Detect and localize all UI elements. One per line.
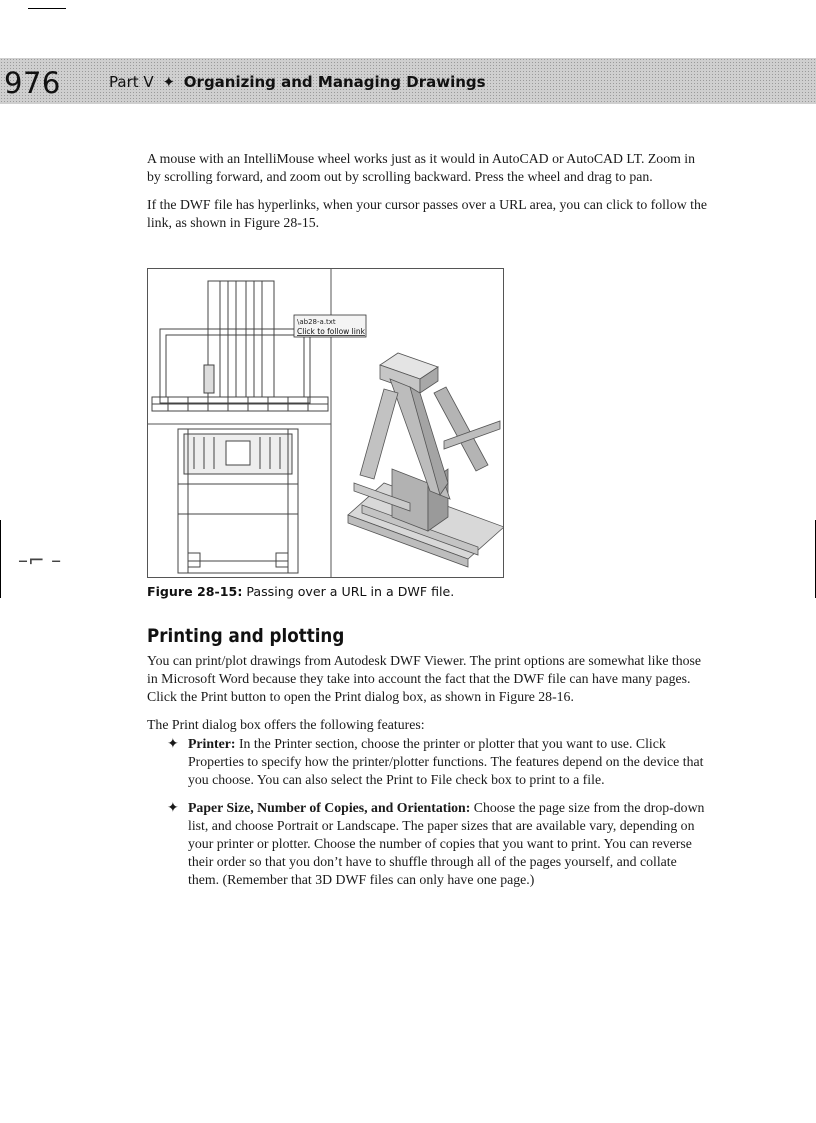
feature-list [167,735,707,889]
paragraph-mouse-wheel: A mouse with an IntelliMouse wheel works just as it would in AutoCAD or AutoCAD LT. Zoom in by scrolling forward, and zoom out by scrolling backward. Press the wheel and drag to pan. [147,151,696,184]
caption-text: Passing over a URL in a DWF file. [246,584,455,599]
list-item-text: In the Printer section, choose the printer or plotter that you want to use. Click Properties to specify how the printer/plotter functions. The features depend on the device that you choose. You can also select the Print to File check box to print to a file. [188,736,704,787]
registration-mark: –⌐ – [18,548,62,572]
figure-caption [147,584,454,599]
printing-text [147,652,707,744]
figure-dwf-viewer [147,268,504,578]
figure-drawing [148,269,503,577]
list-item [167,735,707,789]
diamond-bullet-icon: ✦ [167,800,179,815]
diamond-icon: ✦ [162,73,176,91]
crop-mark-left [0,520,1,598]
front-elevation-view [152,281,328,411]
list-item [167,799,707,889]
caption-label: Figure 28-15: [147,584,243,599]
paragraph-features-intro: The Print dialog box offers the following features: [147,717,425,732]
diamond-bullet-icon: ✦ [167,736,179,751]
isometric-3d-view [348,353,503,567]
tooltip-link-text: Click to follow link [297,327,365,336]
list-item-term: Printer: [188,736,236,751]
part-label: Part V [109,73,154,91]
plan-view [178,429,298,573]
paragraph-hyperlinks: If the DWF file has hyperlinks, when your cursor passes over a URL area, you can click to follow the link, as shown in Figure 28-15. [147,197,708,230]
list-item-text: Choose the page size from the drop-down list, and choose Portrait or Landscape. The paper sizes that are available vary, depending on your printer or plotter. Choose the number of copies that you want to print. You can reverse their order so that you don’t have to shuffle through all of the pages yourself, and collate them. (Remember that 3D DWF files can only have one page.) [188,800,705,887]
paragraph-printing: You can print/plot drawings from Autodesk DWF Viewer. The print options are somewhat like those in Microsoft Word because they take into account the fact that the DWF file can have many pages. Click the Print button to open the Print dialog box, as shown in Figure 28-16. [147,653,702,704]
list-item-term: Paper Size, Number of Copies, and Orientation: [188,800,471,815]
running-header [109,73,486,91]
chapter-title: Organizing and Managing Drawings [183,73,486,91]
feature-list-container [167,735,707,899]
intro-text [147,150,707,242]
tooltip-file-text: \ab28-a.txt [297,318,336,326]
page-number: 976 [4,66,61,100]
section-heading: Printing and plotting [147,625,345,647]
crop-mark-top [28,8,66,9]
